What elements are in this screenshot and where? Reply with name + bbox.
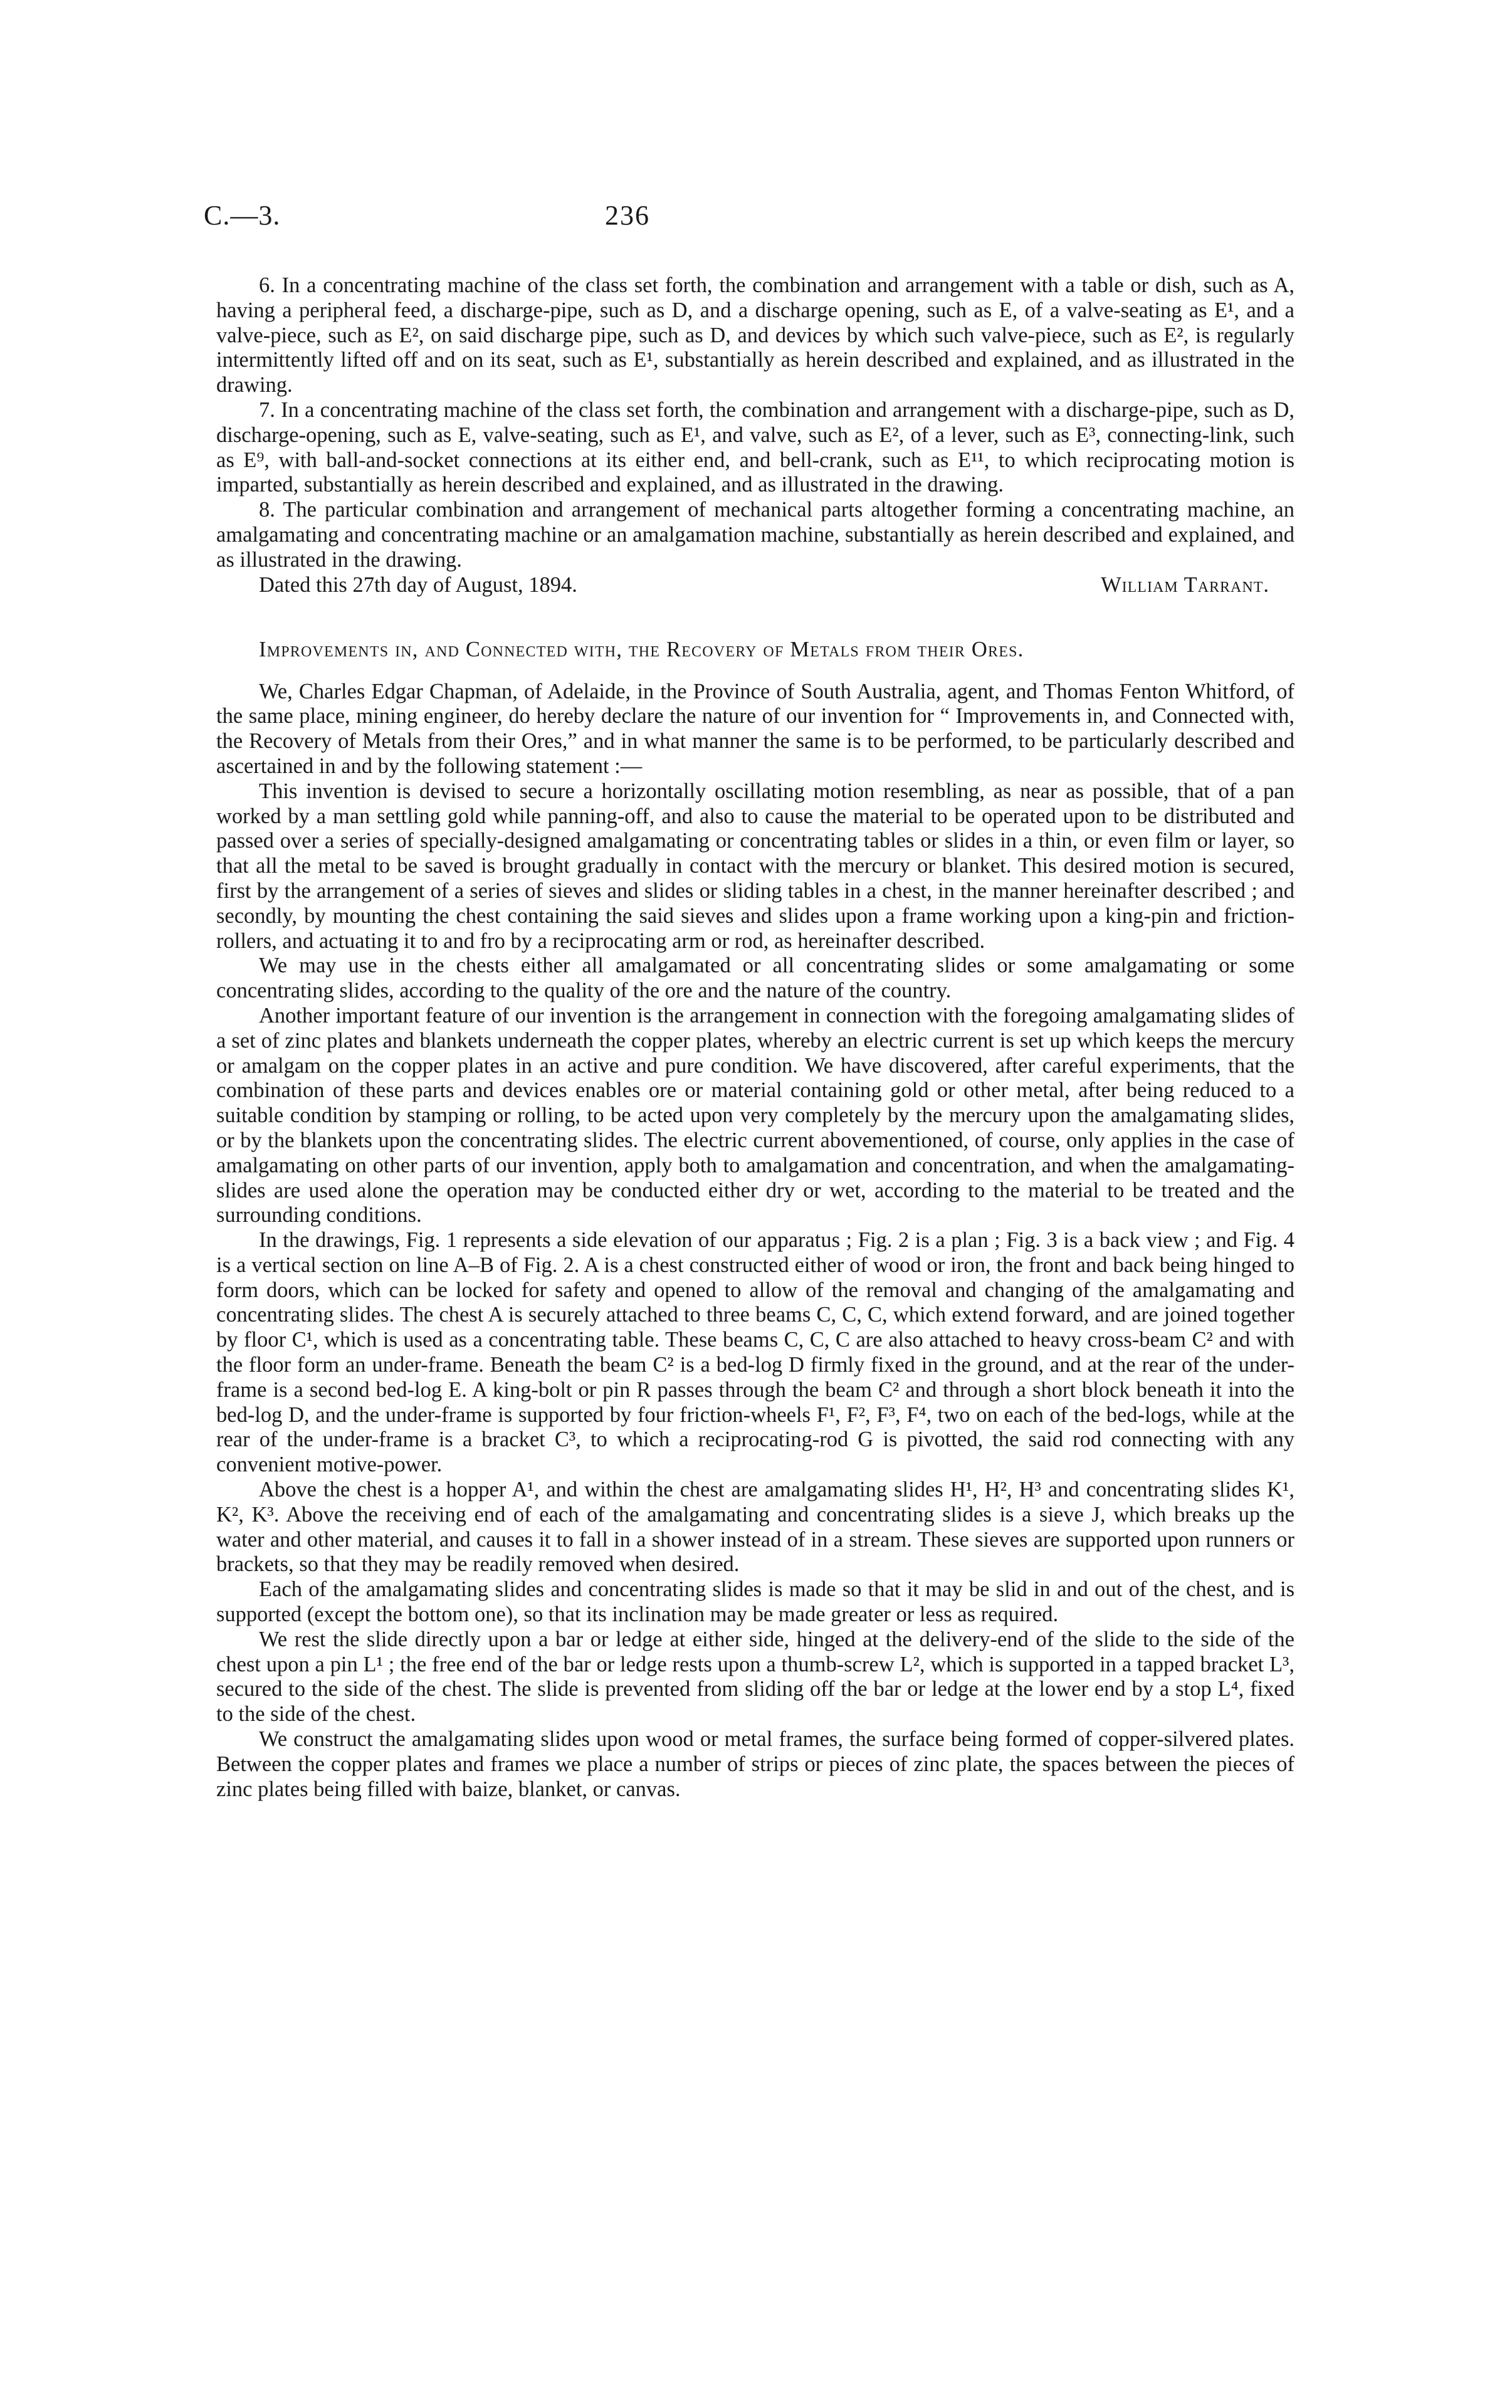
paragraph-ledge: We rest the slide directly upon a bar or ledge at either side, hinged at the delivery-end of the slide to the side of the chest upon a pin L¹ ; the free end of the bar or ledge rests upon a thumb-screw L², which is supported in a tapped bracket L³, secured to the side of the chest. The slide is prevented from sliding off the bar or ledge at the lower end by a stop L⁴, fixed to the side of the chest. — [216, 1627, 1294, 1727]
paragraph-invention: This invention is devised to secure a horizontally oscillating motion resembling, as near as possible, that of a pan worked by a man settling gold while panning-off, and also to cause the material to be operated upon to be distributed and passed over a series of specially-designed amalgamating or concentrating tables or slides in a thin, or even film or layer, so that all the metal to be saved is brought gradually in contact with the mercury or blanket. This desired motion is secured, first by the arrangement of a series of sieves and slides or sliding tables in a chest, in the manner hereinafter described ; and secondly, by mounting the chest containing the said sieves and slides upon a frame working upon a king-pin and friction-rollers, and actuating it to and fro by a reciprocating arm or rod, as hereinafter described. — [216, 779, 1294, 953]
claim-6: 6. In a concentrating machine of the class set forth, the combination and arrangement with a table or dish, such as A, having a peripheral feed, a discharge-pipe, such as D, and a discharge opening, such as E, of a valve-seating as E¹, and a valve-piece, such as E², on said discharge pipe, such as D, and devices by which such valve-piece, such as E², is regularly intermittently lifted off and on its seat, such as E¹, substantially as herein described and explained, and as illustrated in the drawing. — [216, 273, 1294, 397]
section-title: Improvements in, and Connected with, the Recovery of Metals from their Ores. — [259, 637, 1024, 661]
paragraph-drawings: In the drawings, Fig. 1 represents a side elevation of our apparatus ; Fig. 2 is a plan ; Fig. 3 is a back view ; and Fig. 4 is a vertical section on line A–B of Fig. 2. A is a chest constructed either of wood or iron, the front and back being hinged to form doors, which can be locked for safety and opened to allow of the removal and changing of the amalgamating and concentrating slides. The chest A is securely attached to three beams C, C, C, which extend forward, and are joined together by floor C¹, which is used as a concentrating table. These beams C, C, C are also attached to heavy cross-beam C² and with the floor form an under-frame. Beneath the beam C² is a bed-log D firmly fixed in the ground, and at the rear of the under-frame is a second bed-log E. A king-bolt or pin R passes through the beam C² and through a short block beneath it into the bed-log D, and the under-frame is supported by four friction-wheels F¹, F², F³, F⁴, two on each of the bed-logs, while at the rear of the under-frame is a bracket C³, to which a reciprocating-rod G is pivotted, the said rod connecting with any convenient motive-power. — [216, 1228, 1294, 1477]
document-page — [204, 199, 1294, 1802]
claim-8: 8. The particular combination and arrangement of mechanical parts altogether forming a concentrating machine, an amalgamating and concentrating machine or an amalgamation machine, substantially as herein described and explained, and as illustrated in the drawing. — [216, 498, 1294, 572]
paragraph-chests: We may use in the chests either all amalgamated or all concentrating slides or some amalgamating or some concentrating slides, according to the quality of the ore and the nature of the country. — [216, 954, 1294, 1003]
signature: William Tarrant. — [1101, 572, 1269, 597]
dated-line — [216, 573, 1294, 598]
paragraph-slides: Each of the amalgamating slides and concentrating slides is made so that it may be slid in and out of the chest, and is supported (except the bottom one), so that its inclination may be made greater or less as required. — [216, 1577, 1294, 1627]
page-header — [204, 199, 1294, 237]
paragraph-feature: Another important feature of our invention is the arrangement in connection with the foregoing amalgamating slides of a set of zinc plates and blankets underneath the copper plates, whereby an electric current is set up which keeps the mercury or amalgam on the copper plates in an active and pure condition. We have discovered, after careful experiments, that the combination of these parts and devices enables ore or material containing gold or other metal, after being reduced to a suitable condition by stamping or rolling, to be acted upon very completely by the mercury upon the amalgamating slides, or by the blankets upon the concentrating slides. The electric current abovementioned, of course, only applies in the case of amalgamating on other parts of our invention, apply both to amalgamation and concentration, and when the amalgamating-slides are used alone the operation may be conducted either dry or wet, according to the material to be treated and the surrounding conditions. — [216, 1003, 1294, 1228]
document-code: C.—3. — [204, 200, 281, 231]
body-text — [216, 273, 1294, 1802]
claim-7: 7. In a concentrating machine of the class set forth, the combination and arrangement with a discharge-pipe, such as D, discharge-opening, such as E, valve-seating, such as E¹, and valve, such as E², of a lever, such as E³, connecting-link, such as E⁹, with ball-and-socket connections at its either end, and bell-crank, such as E¹¹, to which reciprocating motion is imparted, substantially as herein described and explained, and as illustrated in the drawing. — [216, 397, 1294, 497]
paragraph-declaration: We, Charles Edgar Chapman, of Adelaide, in the Province of South Australia, agent, and Thomas Fenton Whitford, of the same place, mining engineer, do hereby declare the nature of our invention for “ Improvements in, and Connected with, the Recovery of Metals from their Ores,” and in what manner the same is to be performed, to be particularly described and ascertained in and by the following statement :— — [216, 679, 1294, 778]
paragraph-construction: We construct the amalgamating slides upon wood or metal frames, the surface being formed of copper-silvered plates. Between the copper plates and frames we place a number of strips or pieces of zinc plate, the spaces between the pieces of zinc plates being filled with baize, blanket, or canvas. — [216, 1727, 1294, 1801]
page-number: 236 — [605, 200, 650, 231]
dated-text: Dated this 27th day of August, 1894. — [259, 572, 577, 597]
paragraph-hopper: Above the chest is a hopper A¹, and within the chest are amalgamating slides H¹, H², H³ and concentrating slides K¹, K², K³. Above the receiving end of each of the amalgamating and concentrating slides is a sieve J, which breaks up the water and other material, and causes it to fall in a shower instead of in a stream. These sieves are supported upon runners or brackets, so that they may be readily removed when desired. — [216, 1478, 1294, 1577]
